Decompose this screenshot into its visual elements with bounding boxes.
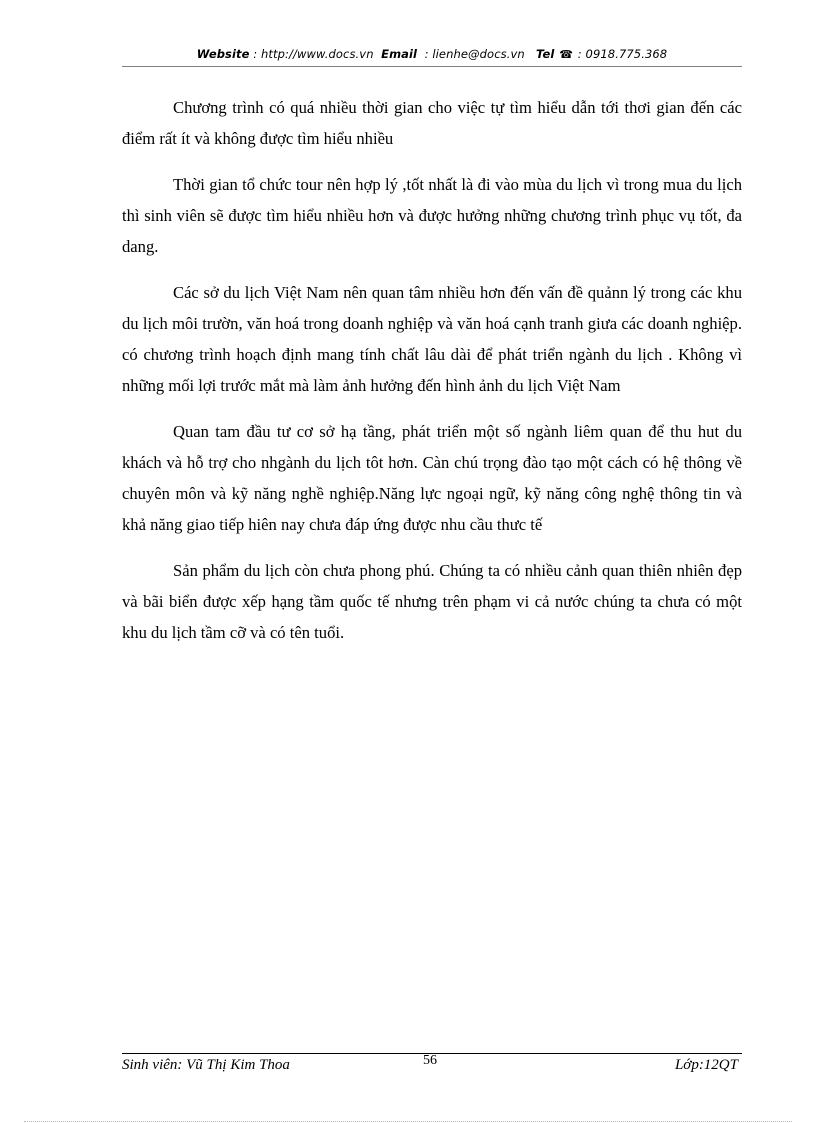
- email-link[interactable]: : lienhe@docs.vn: [424, 47, 525, 61]
- email-label: Email: [381, 47, 418, 61]
- student-name: Sinh viên: Vũ Thị Kim Thoa: [122, 1057, 290, 1073]
- page-edge-divider: [24, 1121, 792, 1122]
- page-header: [122, 47, 742, 61]
- paragraph: Quan tam đầu tư cơ sở hạ tầng, phát triển một số ngành liêm quan để thu hut du khách và hỗ trợ cho nhgành du lịch tôt hơn. Càn chú trọng đào tạo một cách có hệ thông về chuyên môn và kỹ năng nghề nghiệp.Năng lực ngoại ngữ, kỹ năng công nghệ thông tin và khả năng giao tiếp hiên nay chưa đáp ứng được nhu cầu thưc tế: [122, 422, 742, 534]
- header-divider: [122, 66, 742, 67]
- tel-label: Tel: [536, 47, 555, 61]
- paragraph: Các sở du lịch Việt Nam nên quan tâm nhiều hơn đến vấn đề quảnn lý trong các khu du lịch môi trườn, văn hoá trong doanh nghiệp và văn hoá cạnh tranh giưa các doanh nghiệp. có chương trình hoạch định mang tính chất lâu dài để phát triển ngành du lịch . Không vì những mối lợi trước mắt mà làm ảnh hưởng đến hình ảnh du lịch Việt Nam: [122, 283, 742, 395]
- phone-icon: ☎: [559, 48, 574, 61]
- website-link[interactable]: : http://www.docs.vn: [253, 47, 374, 61]
- paragraph: Sản phẩm du lịch còn chưa phong phú. Chúng ta có nhiều cảnh quan thiên nhiên đẹp và bãi biển được xếp hạng tầm quốc tế nhưng trên phạm vi cả nước chúng ta chưa có một khu du lịch tầm cỡ và có tên tuổi.: [122, 561, 742, 642]
- class-label: Lớp:12QT: [674, 1057, 738, 1073]
- website-label: Website: [196, 47, 250, 61]
- document-body: [122, 92, 742, 663]
- tel-value: : 0918.775.368: [577, 47, 668, 61]
- page-number: 56: [423, 1053, 437, 1068]
- page-footer: [122, 1053, 742, 1077]
- paragraph: Chương trình có quá nhiều thời gian cho việc tự tìm hiểu dẫn tới thơi gian đến các điểm rất ít và không được tìm hiểu nhiều: [122, 98, 742, 148]
- paragraph: Thời gian tổ chức tour nên hợp lý ,tốt nhất là đi vào mùa du lịch vì trong mua du lịch thì sinh viên sẽ được tìm hiểu nhiều hơn và được hưởng những chương trình phục vụ tốt, đa dang.: [122, 175, 742, 256]
